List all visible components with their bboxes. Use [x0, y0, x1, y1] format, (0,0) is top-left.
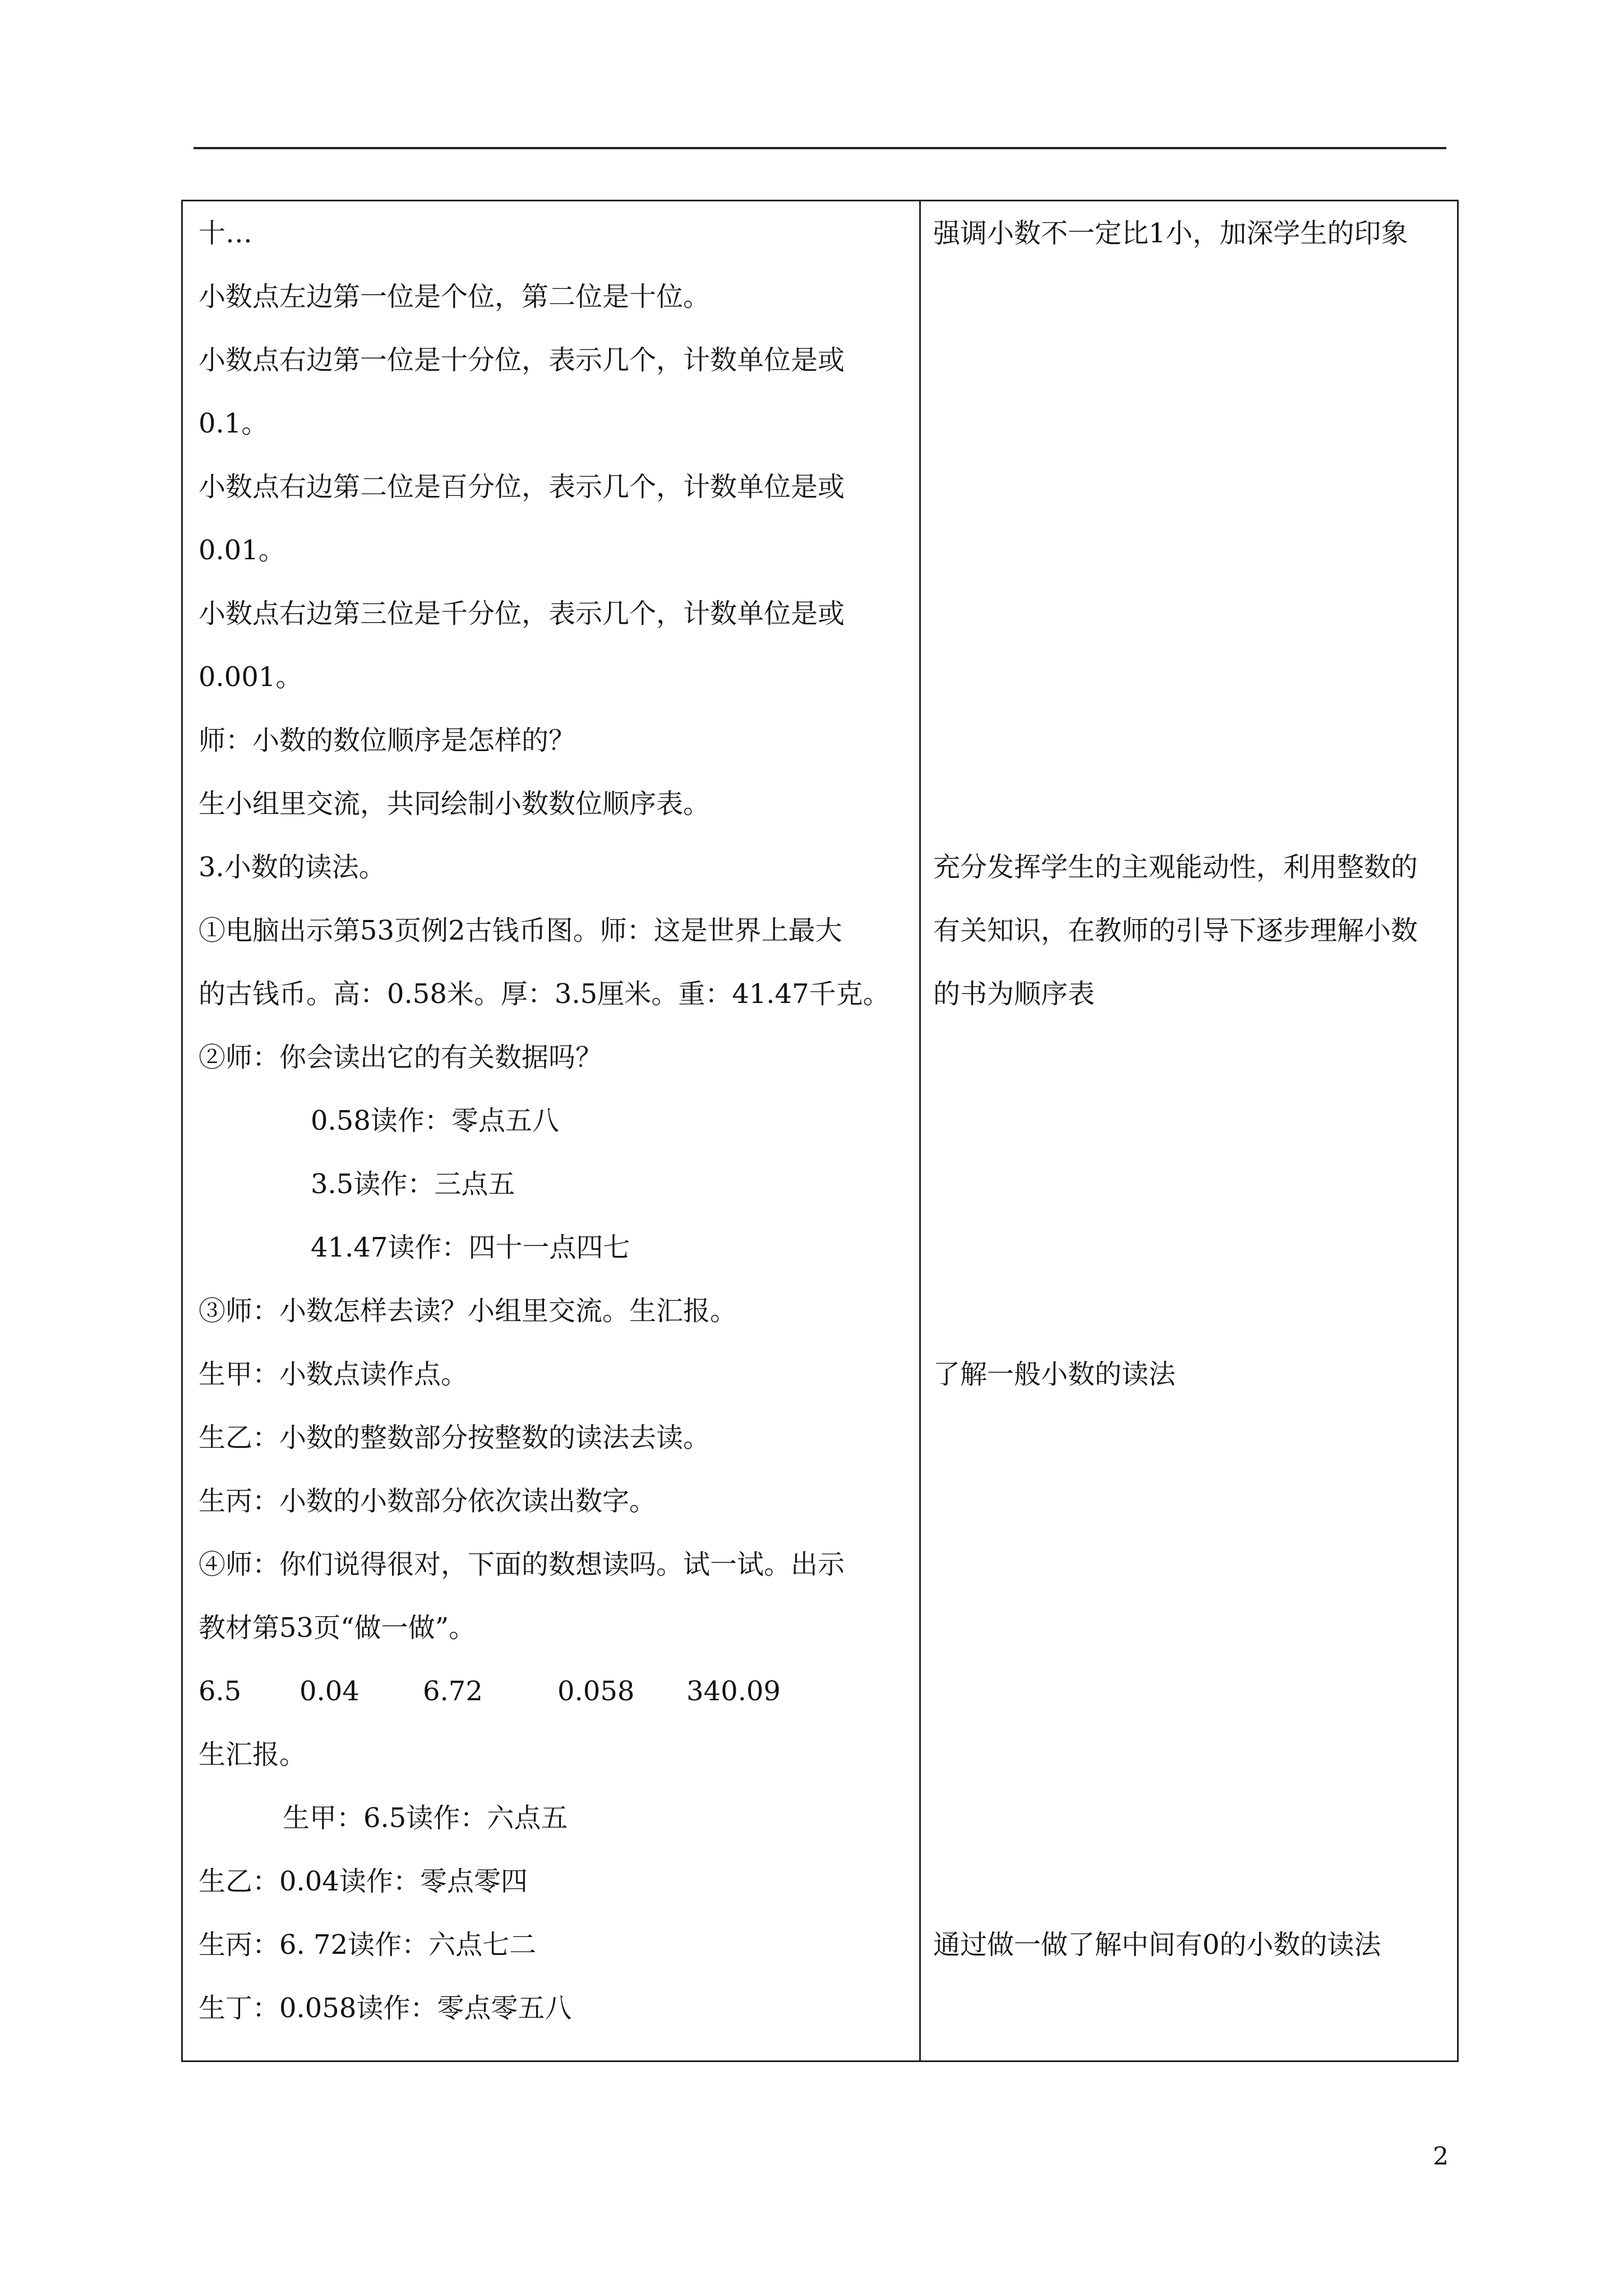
text-line: 十…: [199, 218, 253, 249]
text-line: 小数点左边第一位是个位，第二位是十位。: [199, 281, 711, 312]
text-line: 0.01。: [199, 535, 285, 566]
text-line: 小数点右边第二位是百分位，表示几个，计数单位是或: [199, 471, 845, 503]
text-line: 师：小数的数位顺序是怎样的？: [199, 725, 576, 756]
text-line: 生汇报。: [199, 1739, 307, 1770]
text-line: 生小组里交流，共同绘制小数数位顺序表。: [199, 788, 711, 820]
text-line: 生乙：小数的整数部分按整数的读法去读。: [199, 1422, 711, 1453]
numbers-row: [199, 1672, 781, 1711]
number-item: 0.04: [299, 1676, 359, 1707]
page-number: 2: [1433, 2142, 1449, 2171]
reading-example: 41.47读作：四十一点四七: [311, 1232, 630, 1263]
text-line: 小数点右边第一位是十分位，表示几个，计数单位是或: [199, 344, 845, 376]
student-answer: 生丁：0.058读作：零点零五八: [199, 1993, 572, 2024]
intent-note: 充分发挥学生的主观能动性，利用整数的: [933, 852, 1418, 883]
reading-example: 0.58读作：零点五八: [311, 1105, 559, 1137]
student-answer: 生丙：6. 72读作：六点七二: [199, 1929, 537, 1961]
number-item: 6.5: [199, 1676, 242, 1707]
text-line: 教材第53页“做一做”。: [199, 1612, 476, 1644]
reading-example: 3.5读作：三点五: [311, 1168, 515, 1200]
header-rule: [193, 147, 1446, 149]
number-item: 0.058: [557, 1676, 635, 1707]
text-line: 的古钱币。高：0.58米。厚：3.5厘米。重：41.47千克。: [199, 978, 890, 1010]
intent-note: 通过做一做了解中间有0的小数的读法: [933, 1929, 1381, 1961]
text-line: 生丙：小数的小数部分依次读出数字。: [199, 1485, 657, 1517]
text-line: ④师：你们说得很对，下面的数想读吗。试一试。出示: [199, 1549, 845, 1580]
column-divider: [919, 201, 921, 2060]
text-line: 0.001。: [199, 661, 303, 693]
lesson-table: [181, 200, 1459, 2062]
text-line: 生甲：小数点读作点。: [199, 1359, 468, 1390]
intent-note: 强调小数不一定比1小，加深学生的印象: [933, 218, 1408, 249]
number-item: 340.09: [686, 1676, 781, 1707]
text-line: ①电脑出示第53页例2古钱币图。师：这是世界上最大: [199, 915, 842, 946]
intent-note: 有关知识，在教师的引导下逐步理解小数: [933, 915, 1418, 946]
student-answer: 生甲：6.5读作：六点五: [283, 1802, 568, 1834]
text-line: 0.1。: [199, 408, 269, 439]
intent-note: 的书为顺序表: [933, 978, 1095, 1010]
section-heading: 3.小数的读法。: [199, 852, 386, 883]
text-line: 小数点右边第三位是千分位，表示几个，计数单位是或: [199, 598, 845, 629]
text-line: ③师：小数怎样去读？小组里交流。生汇报。: [199, 1295, 737, 1327]
student-answer: 生乙：0.04读作：零点零四: [199, 1866, 528, 1897]
number-item: 6.72: [423, 1676, 483, 1707]
text-line: ②师：你会读出它的有关数据吗？: [199, 1042, 603, 1073]
intent-note: 了解一般小数的读法: [933, 1359, 1176, 1390]
